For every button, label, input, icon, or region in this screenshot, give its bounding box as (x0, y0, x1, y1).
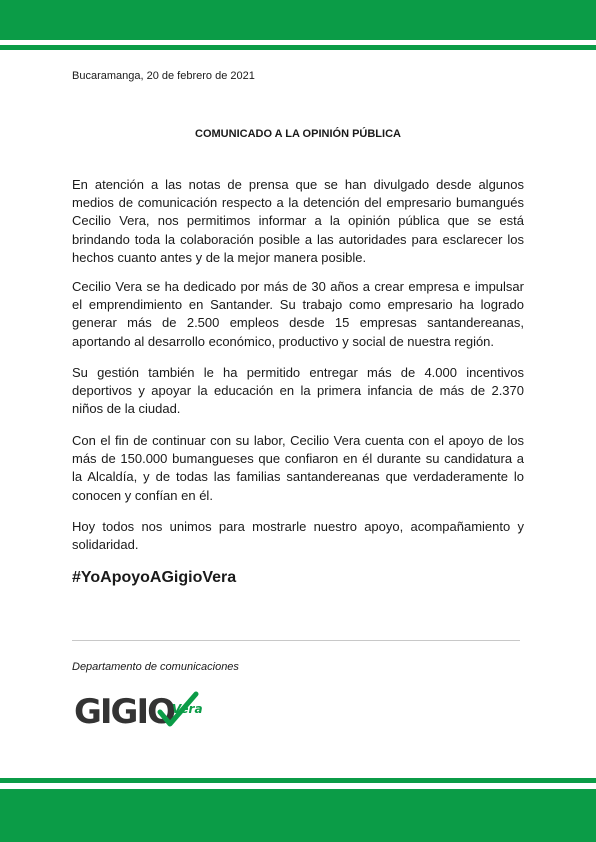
paragraph-4: Con el fin de continuar con su labor, Cecilio Vera cuenta con el apoyo de los más de 150.000 bumangueses que confiaron en él durante su candidatura a la Alcaldía, y de todas las familias santandereanas que verdaderamente lo conocen y confían en él. (72, 433, 524, 503)
header-green-band (0, 0, 596, 40)
header-green-stripe (0, 45, 596, 50)
logo-vera-text: Vera (172, 702, 203, 716)
paragraph-2: Cecilio Vera se ha dedicado por más de 30 años a crear empresa e impulsar el emprendimiento en Santander. Su trabajo como empresario ha logrado generar más de 2.500 empleos desde 15 empresas santandereanas, aportando al desarrollo económico, productivo y social de nuestra región. (72, 279, 524, 349)
letter-heading: COMUNICADO A LA OPINIÓN PÚBLICA (195, 128, 401, 140)
letter-date: Bucaramanga, 20 de febrero de 2021 (72, 70, 255, 82)
footer-green-band (0, 789, 596, 842)
gigio-vera-logo (72, 690, 208, 732)
signature-department: Departamento de comunicaciones (72, 661, 239, 673)
logo-wordmark: GIGIO (74, 692, 175, 732)
paragraph-1: En atención a las notas de prensa que se han divulgado desde algunos medios de comunicación respecto a la detención del empresario bumangués Cecilio Vera, nos permitimos informar a la opinión pública que se está brindando toda la colaboración posible a las autoridades para esclarecer los hechos cuanto antes y de la mejor manera posible. (72, 177, 524, 265)
paragraph-3: Su gestión también le ha permitido entregar más de 4.000 incentivos deportivos y apoyar la educación en la primera infancia de más de 2.370 niños de la ciudad. (72, 365, 524, 417)
hashtag: #YoApoyoAGigioVera (72, 569, 237, 586)
signature-divider (72, 640, 520, 641)
footer-green-stripe (0, 778, 596, 783)
paragraph-5: Hoy todos nos unimos para mostrarle nuestro apoyo, acompañamiento y solidaridad. (72, 519, 524, 553)
